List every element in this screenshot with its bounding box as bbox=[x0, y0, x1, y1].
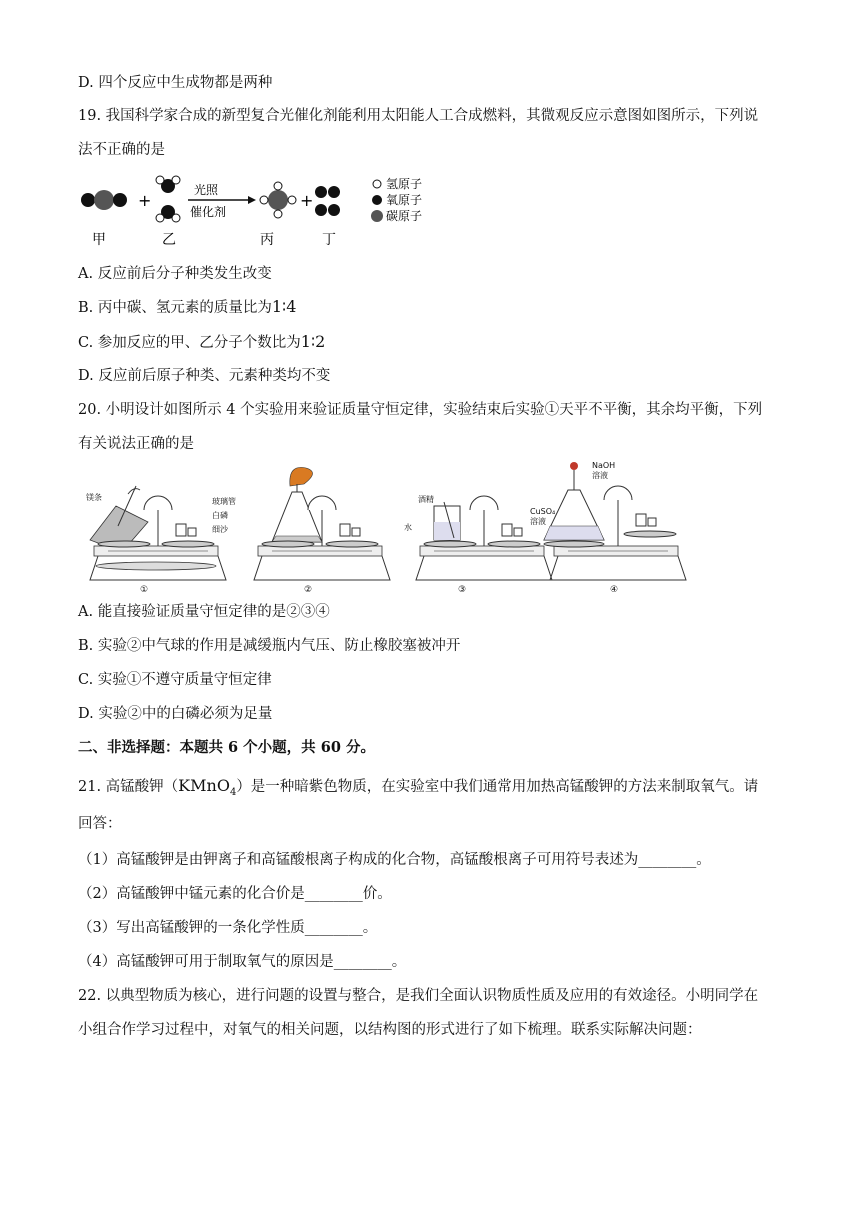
exp2-label-sand: 细沙 bbox=[212, 525, 228, 534]
legend bbox=[371, 177, 422, 223]
q19-stem-line1: 19. 我国科学家合成的新型复合光催化剂能利用太阳能人工合成燃料，其微观反应示意图如图所示，下列说 bbox=[78, 108, 759, 124]
molecule-ding bbox=[315, 186, 340, 216]
q19-option-a: A. 反应前后分子种类发生改变 bbox=[78, 266, 272, 282]
plus-sign-2: + bbox=[300, 191, 314, 210]
q19-option-c: C. 参加反应的甲、乙分子个数比为1∶2 bbox=[78, 332, 326, 351]
balloon bbox=[290, 467, 313, 486]
exp4-label-solution1: 溶液 bbox=[592, 471, 608, 480]
exp2-label-tube: 玻璃管 bbox=[212, 497, 236, 506]
exp1-label: 镁条 bbox=[86, 493, 102, 502]
experiment-4 bbox=[530, 461, 686, 595]
exp4-label-cuso4: CuSO₄ bbox=[530, 507, 556, 516]
q21-sub1: （1）高锰酸钾是由钾离子和高锰酸根离子构成的化合物，高锰酸根离子可用符号表述为________。 bbox=[78, 852, 711, 868]
legend-carbon: 碳原子 bbox=[386, 209, 423, 223]
q22-stem-line1: 22. 以典型物质为核心，进行问题的设置与整合，是我们全面认识物质性质及应用的有效途径。小明同学在 bbox=[78, 988, 759, 1004]
exp2-number: ② bbox=[304, 585, 313, 595]
label-ding: 丁 bbox=[322, 232, 336, 248]
q22-stem-line2: 小组合作学习过程中，对氧气的相关问题，以结构图的形式进行了如下梳理。联系实际解决问题： bbox=[78, 1022, 702, 1038]
option-d-q18: D. 四个反应中生成物都是两种 bbox=[78, 75, 273, 91]
q20-option-b: B. 实验②中气球的作用是减缓瓶内气压、防止橡胶塞被冲开 bbox=[78, 638, 461, 654]
exp1-number: ① bbox=[140, 585, 149, 595]
molecule-bing bbox=[260, 182, 296, 218]
q21-stem-line2: 回答： bbox=[78, 816, 122, 832]
legend-oxygen: 氧原子 bbox=[386, 193, 423, 207]
label-yi: 乙 bbox=[162, 232, 176, 248]
exp4-label-solution2: 溶液 bbox=[530, 517, 546, 526]
exp3-number: ③ bbox=[458, 585, 467, 595]
q20-stem-line1: 20. 小明设计如图所示 4 个实验用来验证质量守恒定律，实验结束后实验①天平不平衡，其余均平衡，下列 bbox=[78, 402, 763, 418]
q21-sub2: （2）高锰酸钾中锰元素的化合价是________价。 bbox=[78, 886, 392, 902]
molecule-yi bbox=[156, 176, 180, 222]
arrow-label-bottom: 催化剂 bbox=[190, 205, 227, 219]
q20-stem-line2: 有关说法正确的是 bbox=[78, 436, 194, 452]
q21-stem-line1: 21. 高锰酸钾（KMnO$_4$）是一种暗紫色物质，在实验室中我们通常用加热高锰酸钾的方法来制取氧气。请 bbox=[78, 776, 759, 798]
exp2-label-phosphorus: 白磷 bbox=[212, 511, 228, 520]
plus-sign-1: + bbox=[138, 191, 152, 210]
arrow-label-top: 光照 bbox=[194, 183, 219, 197]
q19-reaction-diagram bbox=[78, 172, 458, 252]
q21-sub4: （4）高锰酸钾可用于制取氧气的原因是________。 bbox=[78, 954, 407, 970]
molecule-jia bbox=[81, 190, 127, 210]
q20-option-a: A. 能直接验证质量守恒定律的是②③④ bbox=[78, 604, 330, 620]
experiment-1 bbox=[86, 486, 226, 595]
q20-option-d: D. 实验②中的白磷必须为足量 bbox=[78, 706, 273, 722]
q20-experiments-figure bbox=[78, 456, 698, 596]
legend-hydrogen: 氢原子 bbox=[386, 177, 423, 191]
exp3-label-alcohol: 酒精 bbox=[418, 495, 434, 504]
q20-option-c: C. 实验①不遵守质量守恒定律 bbox=[78, 672, 272, 688]
section-2-heading: 二、非选择题：本题共 6 个小题，共 60 分。 bbox=[78, 739, 375, 756]
experiment-2 bbox=[212, 467, 390, 595]
exp4-number: ④ bbox=[610, 585, 619, 595]
q19-stem-line2: 法不正确的是 bbox=[78, 142, 165, 158]
label-bing: 丙 bbox=[260, 232, 274, 248]
label-jia: 甲 bbox=[92, 232, 106, 248]
q21-sub3: （3）写出高锰酸钾的一条化学性质________。 bbox=[78, 920, 378, 936]
q19-option-d: D. 反应前后原子种类、元素种类均不变 bbox=[78, 368, 331, 384]
exp4-label-naoh: NaOH bbox=[592, 461, 616, 470]
q19-option-b: B. 丙中碳、氢元素的质量比为1∶4 bbox=[78, 297, 297, 316]
exp3-label-water: 水 bbox=[404, 523, 412, 532]
